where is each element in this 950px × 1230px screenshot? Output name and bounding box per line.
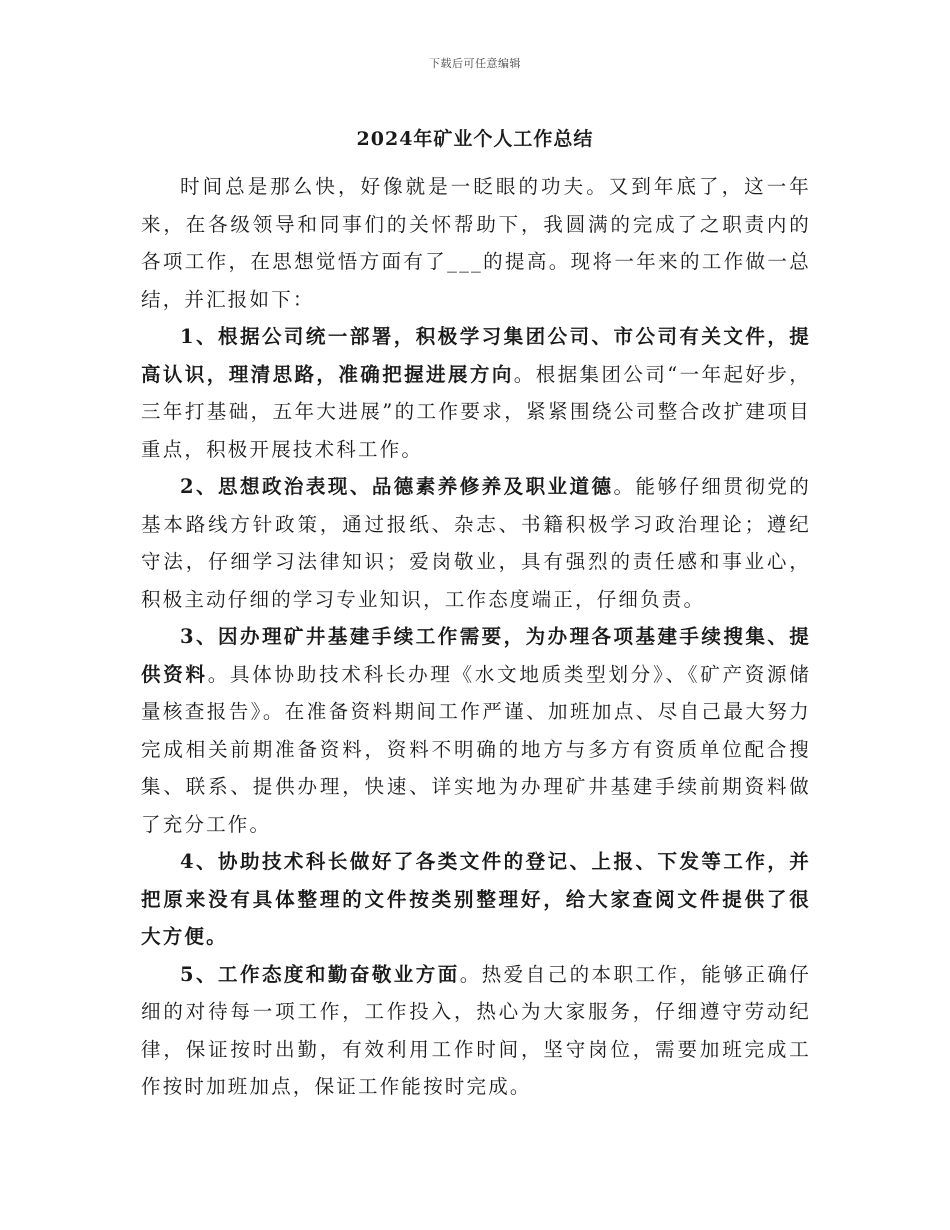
document-body (141, 168, 811, 1106)
paragraph-item-2 (141, 468, 811, 618)
paragraph-text: 。热爱自己的本职工作，能够正确仔细的对待每一项工作，工作投入，热心为大家服务，仔细遵守劳动纪律，保证按时出勤，有效利用工作时间，坚守岗位，需要加班完成工作按时加班加点，保证工作能按时完成。 (141, 962, 812, 1098)
paragraph-lead: 1、根据公司统一部署，积极学习集团公司、市公司有关文件，提高认识，理清思路，准确把握进展方向 (141, 325, 811, 386)
paragraph-lead: 2、思想政治表现、品德素养修养及职业道德 (180, 475, 614, 498)
paragraph-text: 。能够仔细贯彻党的基本路线方针政策，通过报纸、杂志、书籍积极学习政治理论；遵纪守法，仔细学习法律知识；爱岗敬业，具有强烈的责任感和事业心，积极主动仔细的学习专业知识，工作态度端正，仔细负责。 (141, 475, 811, 611)
paragraph-text: 。根据集团公司“一年起好步，三年打基础，五年大进展”的工作要求，紧紧围绕公司整合改扩建项目重点，积极开展技术科工作。 (141, 362, 811, 461)
paragraph-item-3 (141, 618, 811, 843)
paragraph-lead: 5、工作态度和勤奋敬业方面 (180, 962, 460, 986)
paragraph-lead: 3、因办理矿井基建手续工作需要，为办理各项基建手续搜集、提供资料 (141, 625, 811, 686)
paragraph-item-5 (141, 956, 811, 1106)
paragraph-text: 时间总是那么快，好像就是一眨眼的功夫。又到年底了，这一年来，在各级领导和同事们的关怀帮助下，我圆满的完成了之职责内的各项工作，在思想觉悟方面有了___的提高。现将一年来的工作做一总结，并汇报如下： (141, 175, 811, 311)
paragraph-lead: 4、协助技术科长做好了各类文件的登记、上报、下发等工作，并把原来没有具体整理的文件按类别整理好，给大家查阅文件提供了很大方便。 (141, 850, 811, 948)
page-header: 下载后可任意编辑 (429, 57, 521, 70)
paragraph-intro (141, 168, 811, 318)
document-title: 2024年矿业个人工作总结 (356, 128, 594, 150)
paragraph-item-4 (141, 843, 811, 956)
paragraph-item-1 (141, 318, 811, 468)
paragraph-text: 。具体协助技术科长办理《水文地质类型划分》、《矿产资源储量核查报告》。在准备资料期间工作严谨、加班加点、尽自己最大努力完成相关前期准备资料，资料不明确的地方与多方有资质单位配合搜集、联系、提供办理，快速、详实地为办理矿井基建手续前期资料做了充分工作。 (141, 662, 811, 836)
